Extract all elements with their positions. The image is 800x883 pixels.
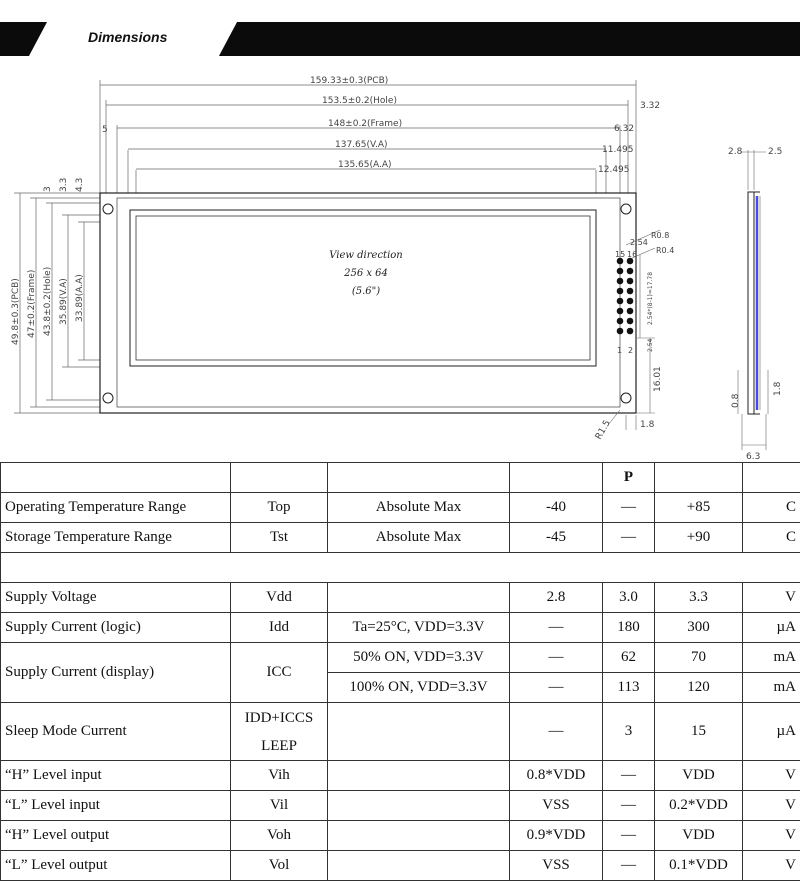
dimension-drawing [0,70,800,462]
max-cell: 0.2*VDD [655,791,743,821]
param-cell: “L” Level input [1,791,231,821]
resolution-label: 256 x 64 [344,268,388,279]
symbol-cell: ICC [231,643,328,703]
min-cell: — [510,703,603,761]
condition-cell: Absolute Max [328,493,510,523]
dim-right-4: 12.495 [598,165,630,175]
min-cell: — [510,613,603,643]
dim-right-3: 11.495 [602,145,634,155]
param-cell: “L” Level output [1,851,231,881]
typ-cell: 62 [603,643,655,673]
unit-cell: mA [743,643,800,673]
table-row [1,613,800,643]
pin-pitch-vertical-label: 2.54 [647,338,654,352]
min-cell: VSS [510,851,603,881]
max-cell: 70 [655,643,743,673]
side-left-dim: 0.8 [731,393,741,408]
pin-edge-label: 1.8 [640,420,655,430]
min-cell: — [510,643,603,673]
typ-cell: 3 [603,703,655,761]
pin-label-15: 15 [615,250,626,259]
param-cell: Sleep Mode Current [1,703,231,761]
max-cell: +85 [655,493,743,523]
dim-va-width: 137.65(V.A) [335,140,388,150]
radius-08-label: R0.8 [651,231,670,240]
table-header-row [1,463,800,493]
dim-right-1: 3.32 [640,101,661,111]
typ-cell: 3.0 [603,583,655,613]
header-cell [1,463,231,493]
condition-cell: Ta=25°C, VDD=3.3V [328,613,510,643]
condition-cell [328,703,510,761]
size-label: (5.6") [351,286,381,297]
symbol-line-2: LEEP [261,737,297,754]
typ-cell: 180 [603,613,655,643]
param-cell: “H” Level output [1,821,231,851]
spacer-cell [1,553,800,583]
min-cell: 0.9*VDD [510,821,603,851]
condition-cell: 100% ON, VDD=3.3V [328,673,510,703]
max-cell: 120 [655,673,743,703]
min-cell: -45 [510,523,603,553]
dim-left-small: 5 [102,125,108,135]
condition-cell [328,851,510,881]
pin-label-2: 2 [628,346,634,355]
table-spacer-row [1,553,800,583]
symbol-cell: Tst [231,523,328,553]
header-cell [743,463,800,493]
condition-cell [328,821,510,851]
header-cell [328,463,510,493]
side-right-dim: 1.8 [773,381,783,396]
max-cell: +90 [655,523,743,553]
typ-cell: — [603,523,655,553]
condition-cell: 50% ON, VDD=3.3V [328,643,510,673]
dim-hole-width: 153.5±0.2(Hole) [322,96,397,106]
header-cell [231,463,328,493]
symbol-cell [231,703,328,761]
unit-cell: µA [743,613,800,643]
typ-cell: — [603,851,655,881]
typ-cell: — [603,493,655,523]
dim-left-small-3: 4.3 [75,177,85,192]
condition-cell: Absolute Max [328,523,510,553]
dim-va-height: 35.89(V.A) [59,278,69,325]
dim-frame-height: 47±0.2(Frame) [27,269,37,338]
section-title: Dimensions [88,29,168,45]
dim-pcb-width: 159.33±0.3(PCB) [310,76,389,86]
unit-cell: C [743,523,800,553]
max-cell: 15 [655,703,743,761]
dim-left-small-1: 3 [43,186,53,192]
min-cell: VSS [510,791,603,821]
unit-cell: V [743,583,800,613]
table-row [1,703,800,761]
unit-cell: V [743,821,800,851]
symbol-cell: Top [231,493,328,523]
condition-cell [328,791,510,821]
max-cell: VDD [655,821,743,851]
symbol-cell: Idd [231,613,328,643]
table-row [1,643,800,673]
table-row [1,821,800,851]
symbol-cell: Vil [231,791,328,821]
symbol-cell: Voh [231,821,328,851]
dim-frame-width: 148±0.2(Frame) [328,119,403,129]
condition-cell [328,583,510,613]
unit-cell: µA [743,703,800,761]
table-row [1,583,800,613]
side-thickness-right: 2.5 [768,147,783,157]
dim-aa-height: 33.89(A.A) [75,274,85,322]
typ-cell: — [603,821,655,851]
symbol-cell: Vih [231,761,328,791]
max-cell: 0.1*VDD [655,851,743,881]
unit-cell: V [743,851,800,881]
max-cell: 300 [655,613,743,643]
max-cell: 3.3 [655,583,743,613]
table-row [1,761,800,791]
table-row [1,523,800,553]
table-row [1,851,800,881]
param-cell: Supply Current (logic) [1,613,231,643]
symbol-cell: Vol [231,851,328,881]
pin-label-1: 1 [617,346,623,355]
side-total-dim: 6.3 [746,452,761,462]
max-cell: VDD [655,761,743,791]
corner-radius-label: R1.5 [593,418,613,442]
spec-table [0,462,800,881]
pin-span-label: 2.54*(8-1)=17.78 [647,271,654,325]
dim-hole-height: 43.8±0.2(Hole) [43,266,53,336]
symbol-cell: Vdd [231,583,328,613]
param-cell: Operating Temperature Range [1,493,231,523]
param-cell: Supply Current (display) [1,643,231,703]
side-thickness-left: 2.8 [728,147,743,157]
table-row [1,791,800,821]
min-cell: 2.8 [510,583,603,613]
condition-cell [328,761,510,791]
min-cell: 0.8*VDD [510,761,603,791]
header-cell [655,463,743,493]
param-cell: “H” Level input [1,761,231,791]
dim-right-2: 6.32 [614,124,635,134]
pin-pitch-label: 2.54 [630,238,648,247]
unit-cell: V [743,791,800,821]
dim-pcb-height: 49.8±0.3(PCB) [11,278,21,345]
unit-cell: C [743,493,800,523]
dim-left-small-2: 3.3 [59,177,69,192]
typ-cell: — [603,791,655,821]
typ-cell: — [603,761,655,791]
typ-cell: 113 [603,673,655,703]
min-cell: — [510,673,603,703]
table-row [1,493,800,523]
unit-cell: V [743,761,800,791]
min-cell: -40 [510,493,603,523]
view-direction-label: View direction [329,250,403,261]
header-cell [510,463,603,493]
dim-aa-width: 135.65(A.A) [338,160,392,170]
header-cell-p: P [603,463,655,493]
unit-cell: mA [743,673,800,703]
param-cell: Storage Temperature Range [1,523,231,553]
symbol-line-1: IDD+ICCS [244,709,314,726]
radius-04-label: R0.4 [656,246,675,255]
param-cell: Supply Voltage [1,583,231,613]
pin-offset-label: 16.01 [653,366,663,392]
pin-label-16: 16 [627,250,638,259]
